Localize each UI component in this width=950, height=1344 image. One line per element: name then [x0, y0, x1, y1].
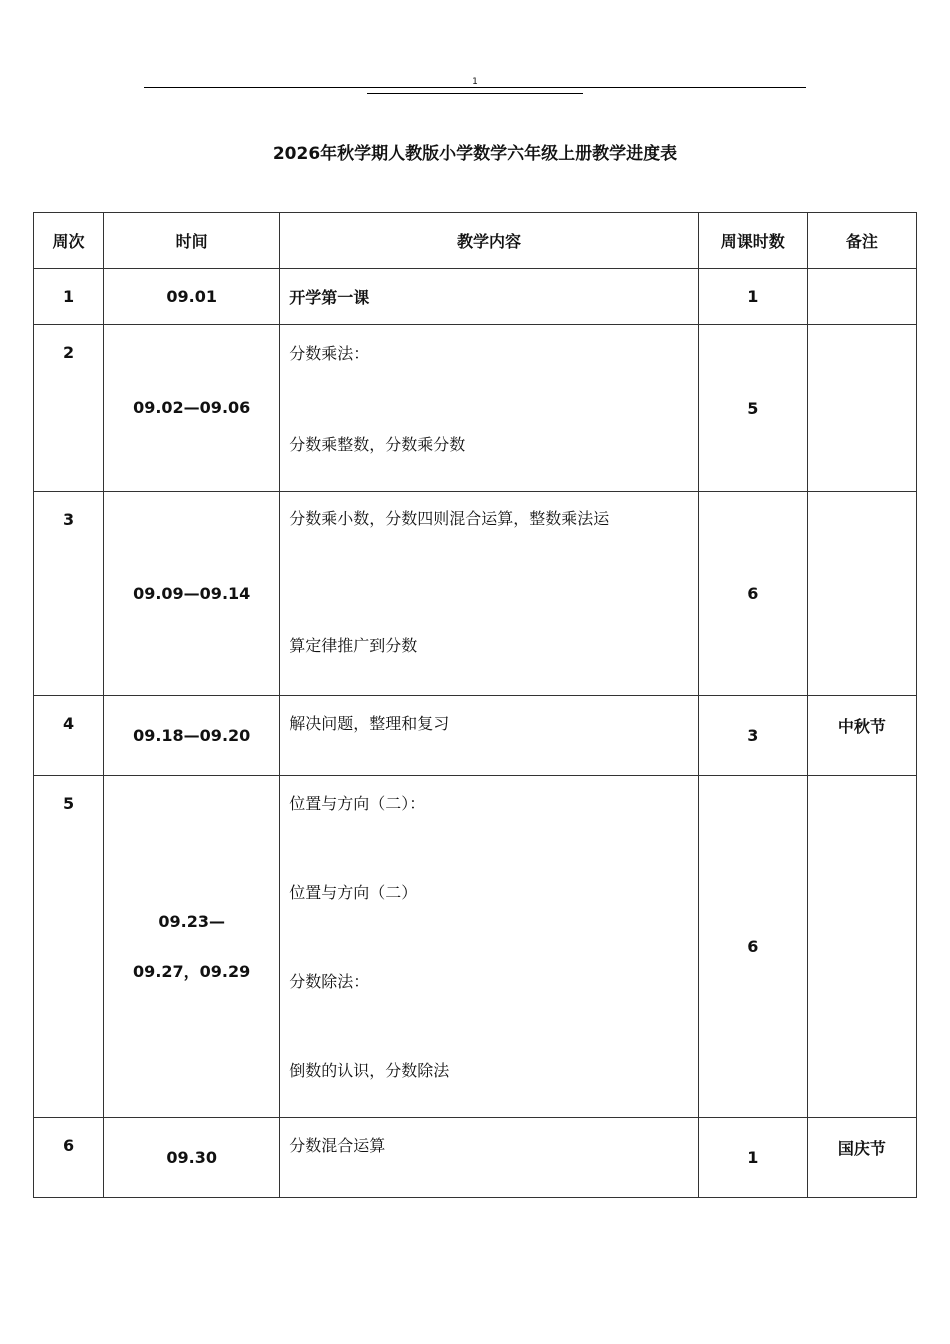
week-cell [34, 1118, 104, 1198]
time-text: 09.18—09.20 [133, 725, 251, 745]
content-line: 分数乘小数，分数四则混合运算，整数乘法运 [289, 509, 610, 528]
hours-value: 3 [747, 726, 759, 745]
content-cell [280, 696, 698, 776]
week-cell [34, 776, 104, 1118]
content-line: 位置与方向（二）： [289, 794, 426, 813]
table-row [34, 492, 917, 696]
hours-cell [698, 269, 807, 325]
time-cell [104, 696, 280, 776]
content-line: 分数乘整数，分数乘分数 [289, 435, 466, 454]
content-line: 算定律推广到分数 [289, 636, 418, 655]
week-cell [34, 325, 104, 492]
note-text [808, 269, 916, 287]
note-text [808, 776, 916, 794]
header-hours: 周课时数 [698, 213, 807, 269]
week-number: 4 [62, 714, 75, 733]
time-cell [104, 269, 280, 325]
note-cell [807, 1118, 916, 1198]
header-rule [144, 87, 806, 88]
week-number: 6 [62, 1136, 75, 1155]
content-line: 位置与方向（二） [289, 883, 418, 902]
time-cell [104, 492, 280, 696]
page-number: 1 [472, 77, 478, 87]
hours-value: 6 [747, 584, 759, 603]
hours-value: 1 [747, 287, 759, 306]
time-text: 09.09—09.14 [133, 583, 251, 603]
content-line: 分数混合运算 [289, 1136, 386, 1155]
header-time: 时间 [104, 213, 280, 269]
week-number: 2 [62, 343, 75, 362]
note-text: 中秋节 [837, 717, 886, 736]
hours-value: 1 [747, 1148, 759, 1167]
week-cell [34, 696, 104, 776]
table-row [34, 325, 917, 492]
table-row [34, 696, 917, 776]
note-cell [807, 269, 916, 325]
content-cell [280, 325, 698, 492]
note-cell [807, 325, 916, 492]
time-cell [104, 1118, 280, 1198]
hours-value: 6 [747, 937, 759, 956]
hours-cell [698, 1118, 807, 1198]
table-row [34, 1118, 917, 1198]
week-number: 3 [62, 510, 75, 529]
hours-cell [698, 776, 807, 1118]
hours-value: 5 [747, 398, 759, 418]
week-cell [34, 269, 104, 325]
header-content: 教学内容 [280, 213, 698, 269]
note-cell [807, 696, 916, 776]
hours-cell [698, 325, 807, 492]
note-cell [807, 776, 916, 1118]
content-cell [280, 492, 698, 696]
hours-cell [698, 492, 807, 696]
time-text: 09.27，09.29 [133, 961, 251, 981]
content-line: 开学第一课 [289, 288, 370, 307]
hours-cell [698, 696, 807, 776]
time-text: 09.30 [166, 1147, 217, 1167]
header-rule-short [367, 93, 583, 94]
header-week: 周次 [34, 213, 104, 269]
header-note: 备注 [807, 213, 916, 269]
note-text: 国庆节 [837, 1139, 886, 1158]
document-title: 2026年秋学期人教版小学数学六年级上册教学进度表 [272, 144, 678, 164]
content-cell [280, 269, 698, 325]
note-cell [807, 492, 916, 696]
table-header-row [34, 213, 917, 269]
content-line: 解决问题，整理和复习 [289, 714, 450, 733]
week-number: 1 [62, 287, 75, 306]
table-row [34, 776, 917, 1118]
table-row [34, 269, 917, 325]
time-cell [104, 776, 280, 1118]
content-line: 分数除法： [289, 972, 370, 991]
note-text [808, 492, 916, 510]
week-cell [34, 492, 104, 696]
schedule-table [33, 212, 917, 1198]
time-text: 09.02—09.06 [133, 398, 251, 417]
content-line: 倒数的认识，分数除法 [289, 1061, 450, 1080]
time-cell [104, 325, 280, 492]
content-cell [280, 1118, 698, 1198]
time-text: 09.23— [158, 911, 225, 931]
week-number: 5 [62, 794, 75, 813]
content-cell [280, 776, 698, 1118]
time-text: 09.01 [166, 286, 217, 306]
content-line: 分数乘法： [289, 344, 370, 363]
note-text [808, 325, 916, 343]
